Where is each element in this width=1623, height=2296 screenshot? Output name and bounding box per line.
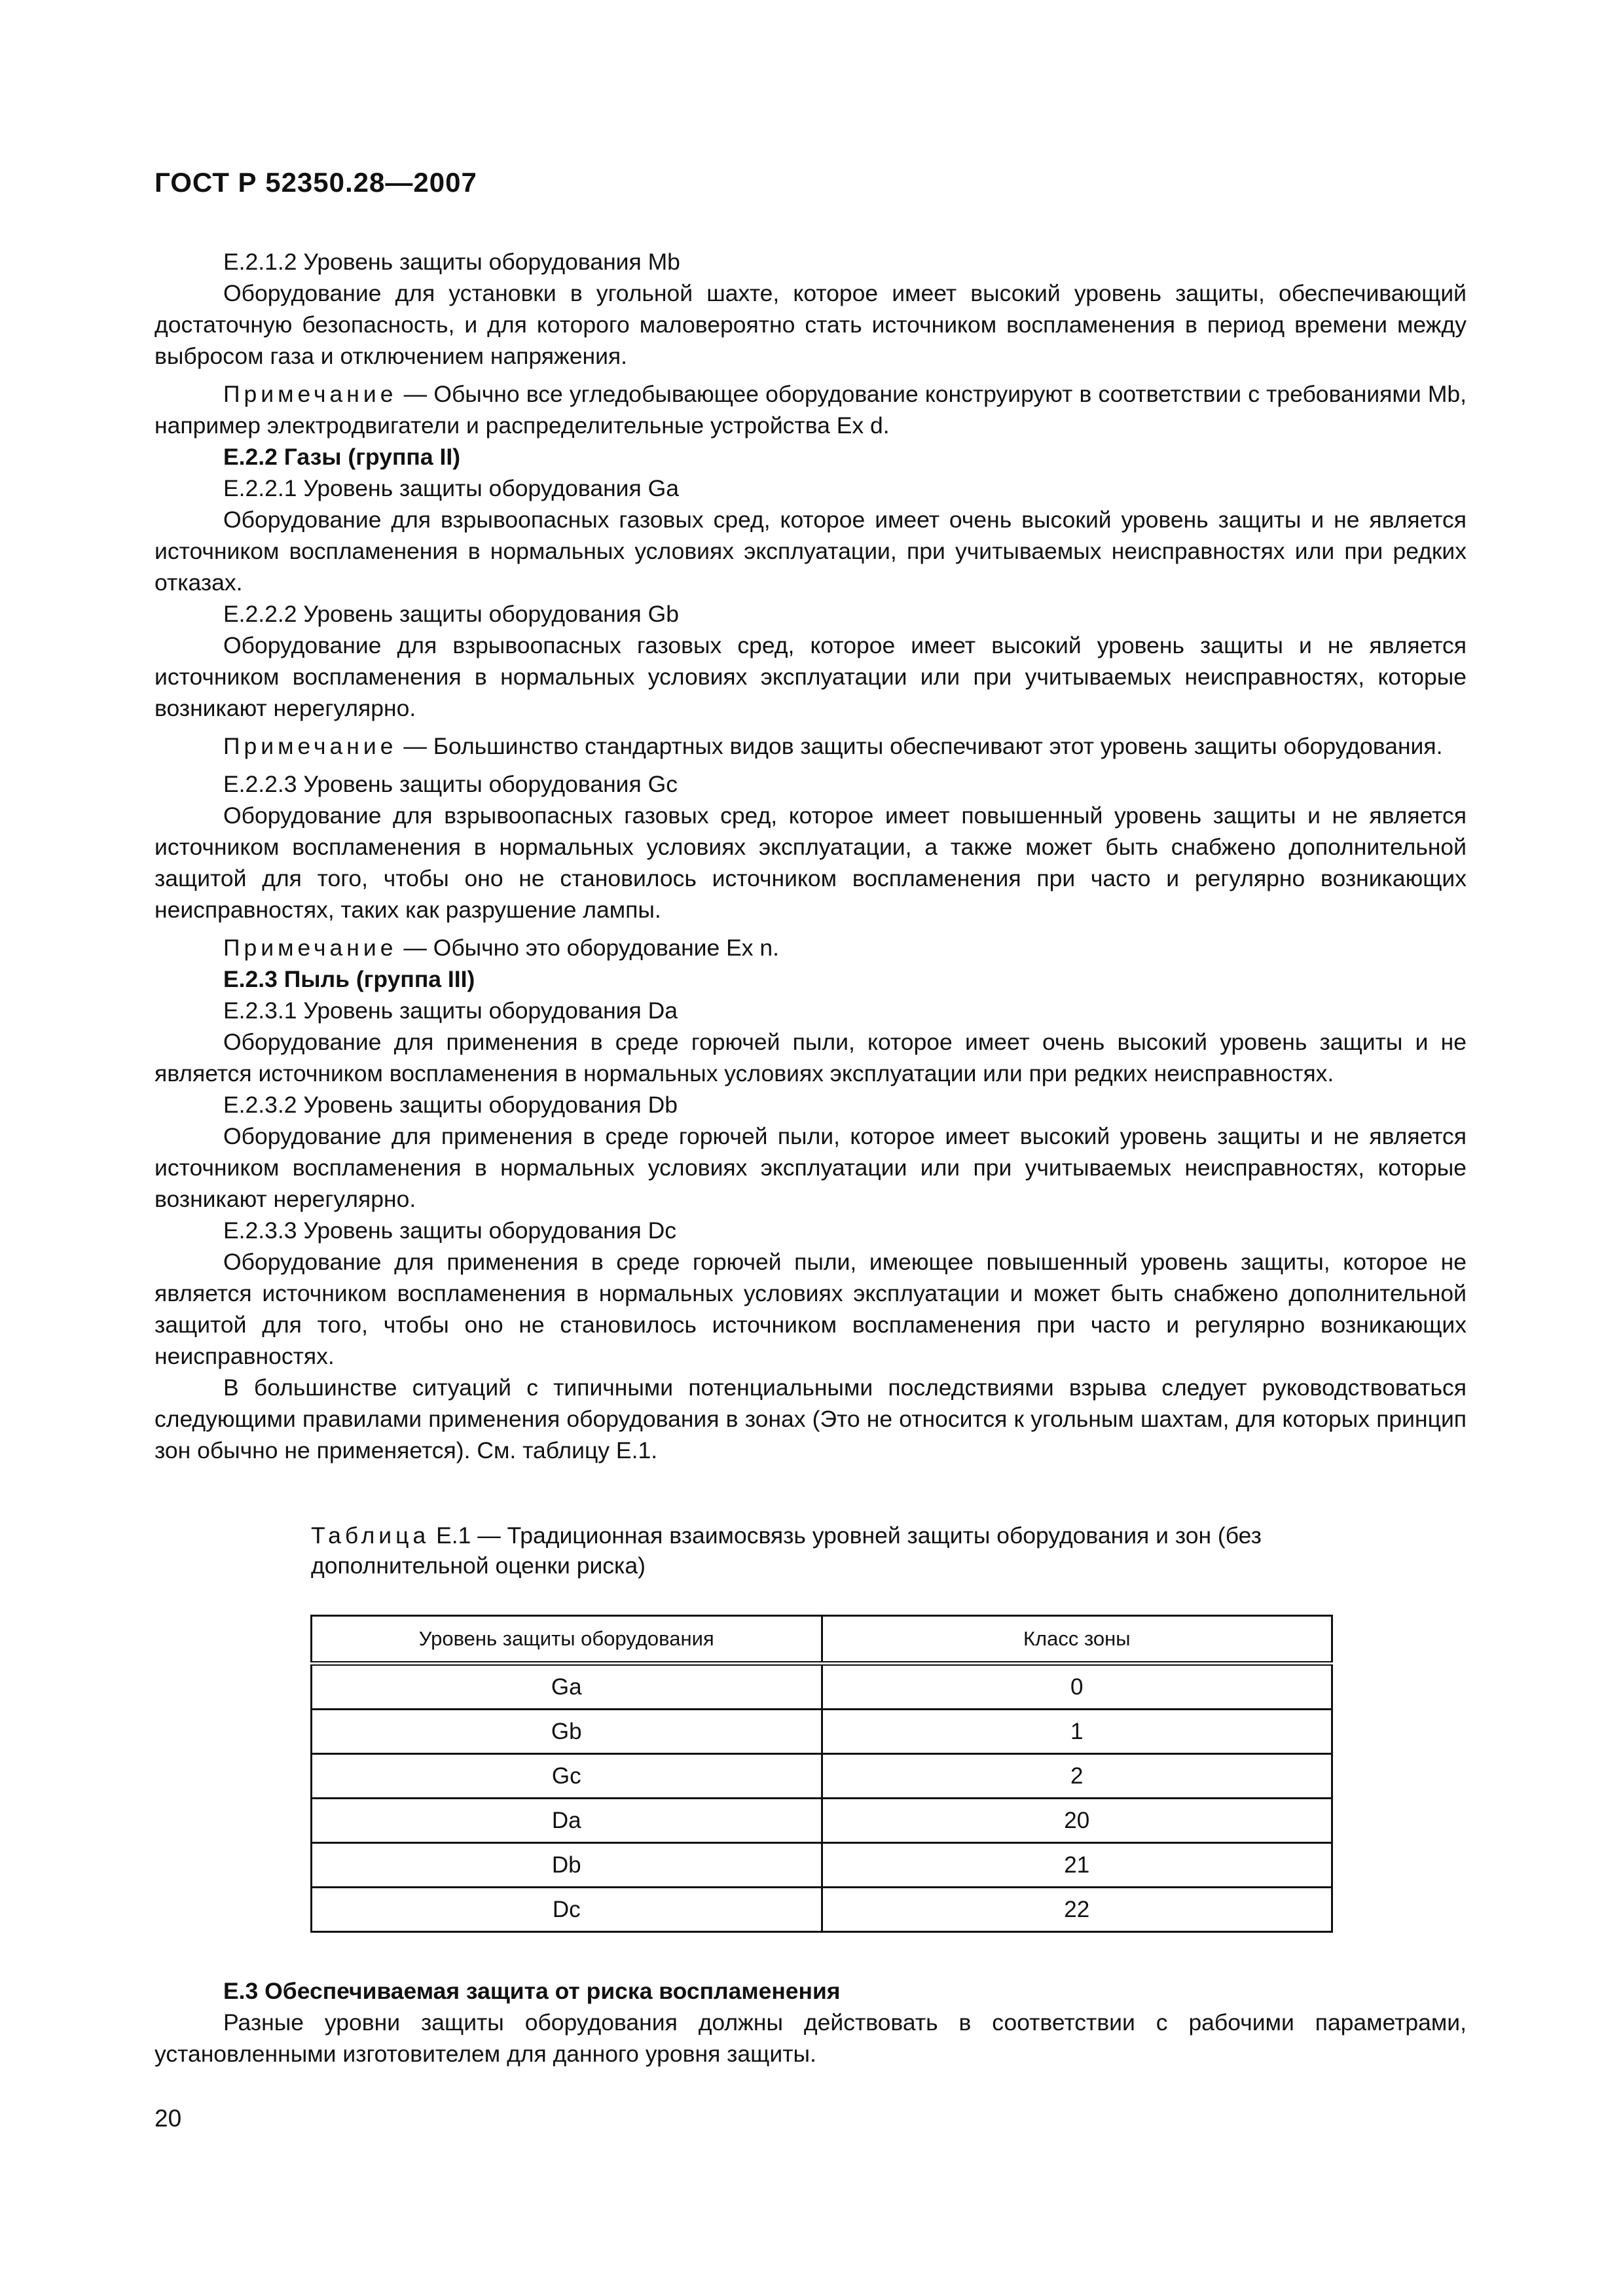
note-paragraph bbox=[155, 730, 1467, 762]
table-cell: 2 bbox=[822, 1754, 1332, 1799]
body-text bbox=[155, 246, 1467, 1466]
table-header-row bbox=[312, 1616, 1332, 1664]
section-heading-e221: Е.2.2.1 Уровень защиты оборудования Ga bbox=[223, 475, 679, 501]
section-heading-e212: Е.2.1.2 Уровень защиты оборудования Mb bbox=[223, 249, 680, 275]
table-row bbox=[312, 1754, 1332, 1799]
table-cell: Ga bbox=[312, 1664, 822, 1710]
table-row bbox=[312, 1843, 1332, 1888]
note-label: Примечание bbox=[223, 381, 397, 407]
paragraph: Оборудование для взрывоопасных газовых сред, которое имеет повышенный уровень защиты и не является источником воспламенения в нормальных условиях эксплуатации, а также может быть снабжено дополнительной защитой для того, чтобы оно не становилось источником воспламенения при часто и регулярно возникающих неисправностях, таких как разрушение лампы. bbox=[155, 802, 1467, 923]
paragraph: Оборудование для применения в среде горючей пыли, которое имеет высокий уровень защиты и не является источником воспламенения в нормальных условиях эксплуатации или при учитываемых неисправностях, которые возникают нерегулярно. bbox=[155, 1123, 1467, 1212]
table-cell: 0 bbox=[822, 1664, 1332, 1710]
section-heading-e233: Е.2.3.3 Уровень защиты оборудования Dc bbox=[223, 1217, 676, 1244]
table-caption-text: Е.1 — Традиционная взаимосвязь уровней защиты оборудования и зон (без дополнительной оценки риска) bbox=[311, 1522, 1262, 1579]
section-heading-e22: Е.2.2 Газы (группа II) bbox=[223, 444, 461, 470]
table-cell: 22 bbox=[822, 1888, 1332, 1932]
section-heading-e223: Е.2.2.3 Уровень защиты оборудования Gc bbox=[223, 771, 678, 797]
table-cell: 1 bbox=[822, 1710, 1332, 1754]
table-header-cell: Класс зоны bbox=[822, 1616, 1332, 1664]
paragraph: Оборудование для применения в среде горючей пыли, имеющее повышенный уровень защиты, которое не является источником воспламенения в нормальных условиях эксплуатации и может быть снабжено дополнительной защитой для того, чтобы оно не становилось источником воспламенения при часто и регулярно возникающих неисправностях. bbox=[155, 1249, 1467, 1369]
section-e3 bbox=[155, 1975, 1467, 2070]
paragraph: Оборудование для взрывоопасных газовых сред, которое имеет очень высокий уровень защиты и не является источником воспламенения в нормальных условиях эксплуатации, при учитываемых неисправностях или при редких отказах. bbox=[155, 507, 1467, 596]
note-text: — Обычно это оборудование Ex n. bbox=[397, 935, 780, 961]
table-caption bbox=[311, 1520, 1332, 1581]
equipment-zone-table bbox=[310, 1615, 1333, 1933]
table-cell: 21 bbox=[822, 1843, 1332, 1888]
section-heading-e222: Е.2.2.2 Уровень защиты оборудования Gb bbox=[223, 601, 679, 627]
table-cell: 20 bbox=[822, 1799, 1332, 1843]
paragraph: Оборудование для взрывоопасных газовых сред, которое имеет высокий уровень защиты и не является источником воспламенения в нормальных условиях эксплуатации или при учитываемых неисправностях, которые возникают нерегулярно. bbox=[155, 632, 1467, 721]
table-row bbox=[312, 1888, 1332, 1932]
section-heading-e231: Е.2.3.1 Уровень защиты оборудования Da bbox=[223, 997, 678, 1024]
table-row bbox=[312, 1799, 1332, 1843]
table-header-cell: Уровень защиты оборудования bbox=[312, 1616, 822, 1664]
paragraph: Разные уровни защиты оборудования должны действовать в соответствии с рабочими параметрами, установленными изготовителем для данного уровня защиты. bbox=[155, 2009, 1467, 2067]
section-heading-e232: Е.2.3.2 Уровень защиты оборудования Db bbox=[223, 1092, 678, 1118]
table-caption-label: Таблица bbox=[311, 1522, 430, 1549]
paragraph: В большинстве ситуаций с типичными потенциальными последствиями взрыва следует руководствоваться следующими правилами применения оборудования в зонах (Это не относится к угольным шахтам, для которых принцип зон обычно не применяется). См. таблицу Е.1. bbox=[155, 1374, 1467, 1463]
note-label: Примечание bbox=[223, 935, 397, 961]
table-cell: Gc bbox=[312, 1754, 822, 1799]
table-cell: Db bbox=[312, 1843, 822, 1888]
note-paragraph bbox=[155, 932, 1467, 963]
section-heading-e23: Е.2.3 Пыль (группа III) bbox=[223, 966, 475, 992]
table-row bbox=[312, 1664, 1332, 1710]
table-cell: Dc bbox=[312, 1888, 822, 1932]
note-text: — Большинство стандартных видов защиты обеспечивают этот уровень защиты оборудования. bbox=[397, 733, 1443, 759]
section-heading-e3: Е.3 Обеспечиваемая защита от риска воспламенения bbox=[223, 1978, 841, 2004]
paragraph: Оборудование для применения в среде горючей пыли, которое имеет очень высокий уровень защиты и не является источником воспламенения в нормальных условиях эксплуатации или при редких неисправностях. bbox=[155, 1029, 1467, 1086]
table-cell: Da bbox=[312, 1799, 822, 1843]
paragraph: Оборудование для установки в угольной шахте, которое имеет высокий уровень защиты, обеспечивающий достаточную безопасность, и для которого маловероятно стать источником воспламенения в период времени между выбросом газа и отключением напряжения. bbox=[155, 280, 1467, 369]
table-row bbox=[312, 1710, 1332, 1754]
page-number: 20 bbox=[155, 2105, 182, 2132]
document-header: ГОСТ Р 52350.28—2007 bbox=[155, 167, 477, 198]
note-paragraph bbox=[155, 378, 1467, 441]
table-cell: Gb bbox=[312, 1710, 822, 1754]
note-label: Примечание bbox=[223, 733, 397, 759]
note-text: — Обычно все угледобывающее оборудование конструируют в соответствии с требованиями Mb, например электродвигатели и распределительные устройства Ex d. bbox=[155, 381, 1467, 439]
